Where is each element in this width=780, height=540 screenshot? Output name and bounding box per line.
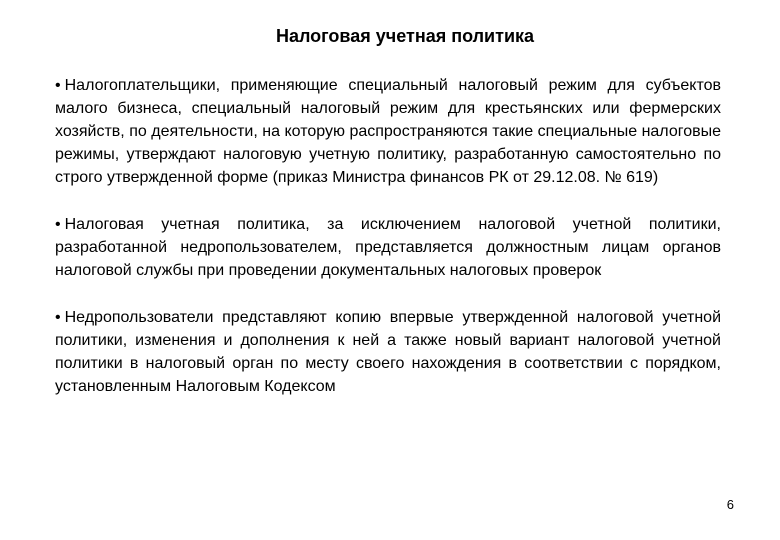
bullet-marker: • xyxy=(55,77,61,94)
page-number: 6 xyxy=(726,497,734,512)
bullet-marker: • xyxy=(55,309,61,326)
bullet-text: Недропользователи представляют копию впервые утвержденной налоговой учетной политики, изменения и дополнения к ней а также новый вариант налоговой учетной политики в налоговый орган по месту своего нахождения в соответствии с порядком, установленным Налоговым Кодексом xyxy=(55,309,721,395)
bullet-item xyxy=(55,74,721,189)
bullet-text: Налогоплательщики, применяющие специальный налоговый режим для субъектов малого бизнеса, специальный налоговый режим для крестьянских или фермерских хозяйств, по деятельности, на которую распространяются такие специальные налоговые режимы, утверждают налоговую учетную политику, разработанную самостоятельно по строго утвержденной форме (приказ Министра финансов РК от 29.12.08. № 619) xyxy=(55,77,721,186)
bullet-item xyxy=(55,213,721,282)
slide-title: Налоговая учетная политика xyxy=(275,26,535,46)
bullet-marker: • xyxy=(55,216,61,233)
bullet-list xyxy=(55,74,721,398)
bullet-text: Налоговая учетная политика, за исключением налоговой учетной политики, разработанной недропользователем, представляется должностным лицам органов налоговой службы при проведении документальных налоговых проверок xyxy=(55,216,721,279)
bullet-item xyxy=(55,306,721,398)
